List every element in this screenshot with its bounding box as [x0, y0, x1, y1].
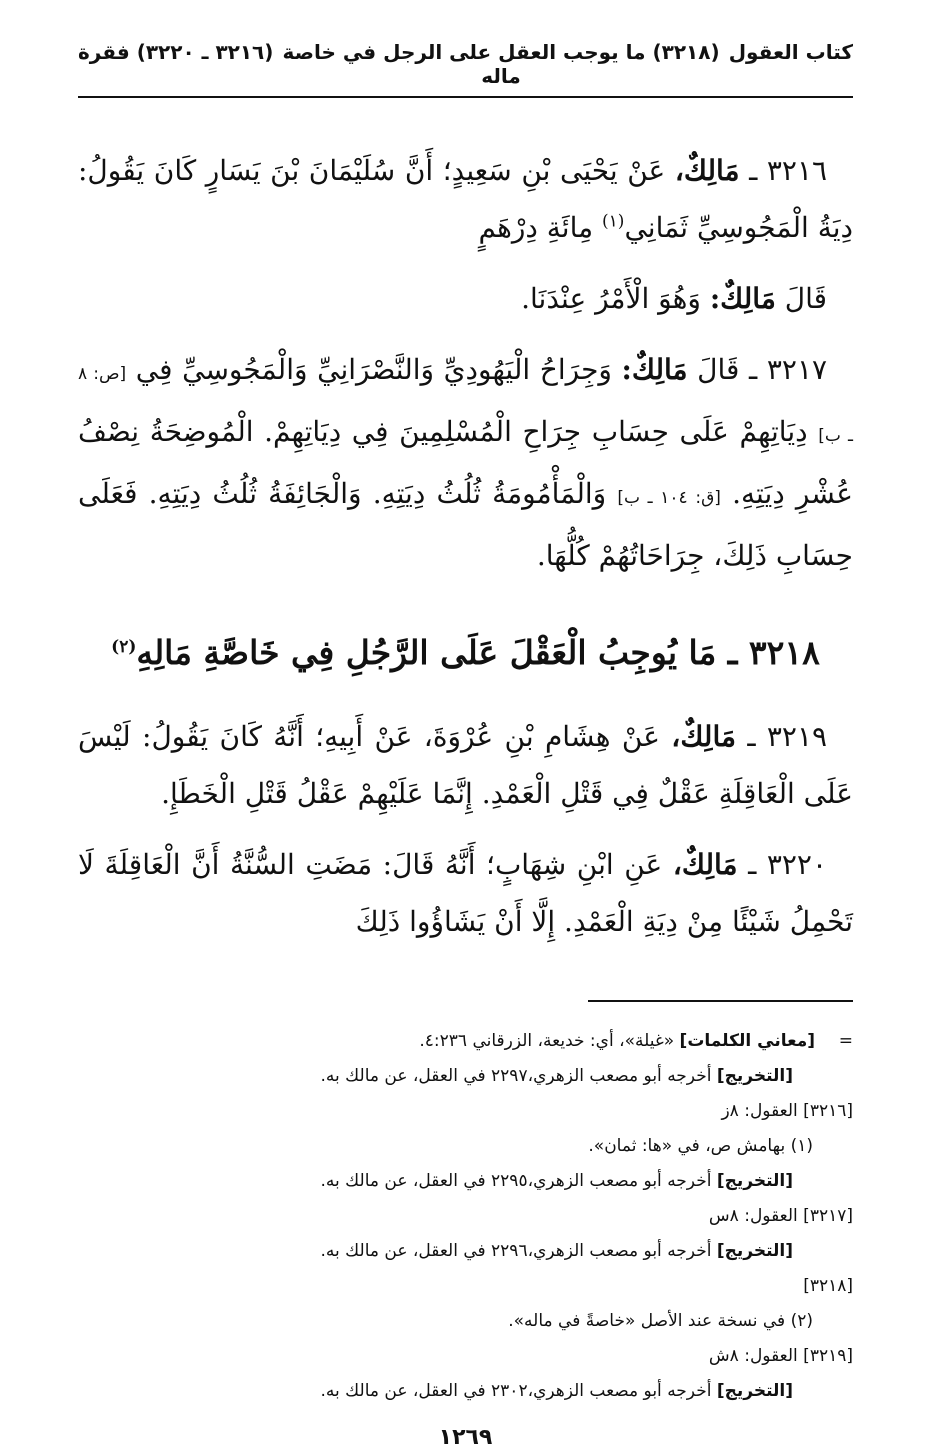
continuation-mark: =: [838, 1031, 853, 1051]
hadith-text: دِيَاتِهِمْ عَلَى حِسَابِ جِرَاحِ الْمُسْلِمِينَ فِي دِيَاتِهِمْ. الْمُوضِحَةُ نِصْفُ عُشْرِ دِيَتِهِ.: [78, 415, 853, 510]
note-tag: [التخريج]: [716, 1171, 793, 1191]
narrator-name: مَالِكٌ:: [709, 282, 776, 315]
footnote-line: [78, 1164, 853, 1199]
note-tag: [التخريج]: [716, 1241, 793, 1261]
note-text: أخرجه أبو مصعب الزهري،٢٢٩٦ في العقل، عن مالك به.: [320, 1241, 712, 1261]
footnote-line: (٢) في نسخة عند الأصل «خاصةً في ماله».: [508, 1311, 813, 1331]
header-paragraph-range: (٣٢١٦ ـ ٣٢٢٠) فقرة: [78, 40, 274, 64]
narrator-name: مَالِكٌ،: [671, 720, 736, 753]
footnote-line: [٣٢١٩] العقول: ٨ش: [708, 1346, 853, 1366]
chapter-heading: [78, 628, 853, 678]
hadith-number: ٣٢٢٠ ـ: [748, 848, 827, 881]
manuscript-reference: [ق: ١٠٤ ـ ب]: [617, 488, 721, 508]
note-text: «غيلة»، أي: خديعة، الزرقاني ٤:٢٣٦.: [419, 1031, 675, 1051]
main-text: [78, 142, 853, 950]
hadith-text: وَالْمَأْمُومَةُ ثُلُثُ دِيَتِهِ. وَالْجَائِفَةُ ثُلُثُ دِيَتِهِ. فَعَلَى حِسَابِ ذَلِكَ، جِرَاحَاتُهُمْ كُلُّهَا.: [78, 477, 853, 572]
paragraph-3219: [78, 708, 853, 822]
header-book-title: كتاب العقول: [728, 40, 853, 64]
narrator-name: مَالِكٌ،: [674, 154, 740, 187]
paragraph-3216: [78, 142, 853, 256]
hadith-text: عَنِ ابْنِ شِهَابٍ؛ أَنَّهُ قَالَ: مَضَتِ السُّنَّةُ أَنَّ الْعَاقِلَةَ لَا تَحْمِلُ شَيْئًا مِنْ دِيَةِ الْعَمْدِ. إِلَّا أَنْ يَشَاؤُوا ذَلِكَ: [78, 848, 853, 938]
note-tag: [معاني الكلمات]: [679, 1031, 815, 1051]
paragraph-3217: [78, 341, 853, 584]
manuscript-reference: [ص: ٨ ـ ب]: [78, 364, 854, 446]
hadith-number: ٣٢١٧ ـ قَالَ: [697, 353, 828, 386]
hadith-text: وَجِرَاحُ الْيَهُودِيِّ وَالنَّصْرَانِيِّ وَالْمَجُوسِيِّ فِي: [135, 353, 612, 386]
note-tag: [التخريج]: [716, 1381, 793, 1401]
paragraph-3216-comment: [78, 270, 853, 327]
footnote-line: [٣٢١٨]: [803, 1276, 853, 1296]
footnote-line: [٣٢١٧] العقول: ٨س: [708, 1206, 853, 1226]
footnote-line: [78, 1024, 853, 1059]
note-tag: [التخريج]: [716, 1066, 793, 1086]
footnote-line: [78, 1059, 853, 1094]
footnote-line: (١) بهامش ص، في «ها: ثمان».: [588, 1136, 813, 1156]
footnotes: [78, 1024, 853, 1409]
page-number: ١٢٦٩: [438, 1425, 493, 1450]
running-header: [78, 40, 853, 98]
header-chapter-title: (٣٢١٨) ما يوجب العقل على الرجل في خاصة ماله: [282, 40, 720, 88]
hadith-number: ٣٢١٩ ـ: [747, 720, 828, 753]
footnote-marker: (٢): [111, 637, 137, 657]
hadith-text: عَنْ يَحْيَى بْنِ سَعِيدٍ؛ أَنَّ سُلَيْمَانَ بْنَ يَسَارٍ كَانَ يَقُولُ: دِيَةُ الْمَجُوسِيِّ ثَمَانِي: [78, 154, 853, 244]
chapter-title: ٣٢١٨ ـ مَا يُوجِبُ الْعَقْلَ عَلَى الرَّجُلِ فِي خَاصَّةِ مَالِهِ: [136, 633, 820, 672]
narrator-name: مَالِكٌ،: [672, 848, 738, 881]
footnote-line: [78, 1374, 853, 1409]
note-text: أخرجه أبو مصعب الزهري،٢٢٩٥ في العقل، عن مالك به.: [320, 1171, 712, 1191]
hadith-text: مِائَةِ دِرْهَمٍ: [478, 211, 594, 244]
footnote-line: [78, 1234, 853, 1269]
hadith-number: ٣٢١٦ ـ: [749, 154, 828, 187]
hadith-text: عَنْ هِشَامِ بْنِ عُرْوَةَ، عَنْ أَبِيهِ؛ أَنَّهُ كَانَ يَقُولُ: لَيْسَ عَلَى الْعَاقِلَةِ عَقْلٌ فِي قَتْلِ الْعَمْدِ. إِنَّمَا عَلَيْهِمْ عَقْلُ قَتْلِ الْخَطَإِ.: [78, 720, 853, 810]
footnote-separator: [588, 1000, 853, 1002]
note-text: أخرجه أبو مصعب الزهري،٢٣٠٢ في العقل، عن مالك به.: [320, 1381, 712, 1401]
note-text: أخرجه أبو مصعب الزهري،٢٢٩٧ في العقل، عن مالك به.: [320, 1066, 712, 1086]
footnote-marker: (١): [602, 211, 625, 232]
footnote-line: [٣٢١٦] العقول: ٨ز: [721, 1101, 853, 1121]
paragraph-3220: [78, 836, 853, 950]
narrator-name: مَالِكٌ:: [621, 353, 688, 386]
book-page: [78, 40, 854, 1450]
comment-text: وَهُوَ الْأَمْرُ عِنْدَنَا.: [521, 282, 701, 315]
comment-lead: قَالَ: [784, 282, 827, 315]
